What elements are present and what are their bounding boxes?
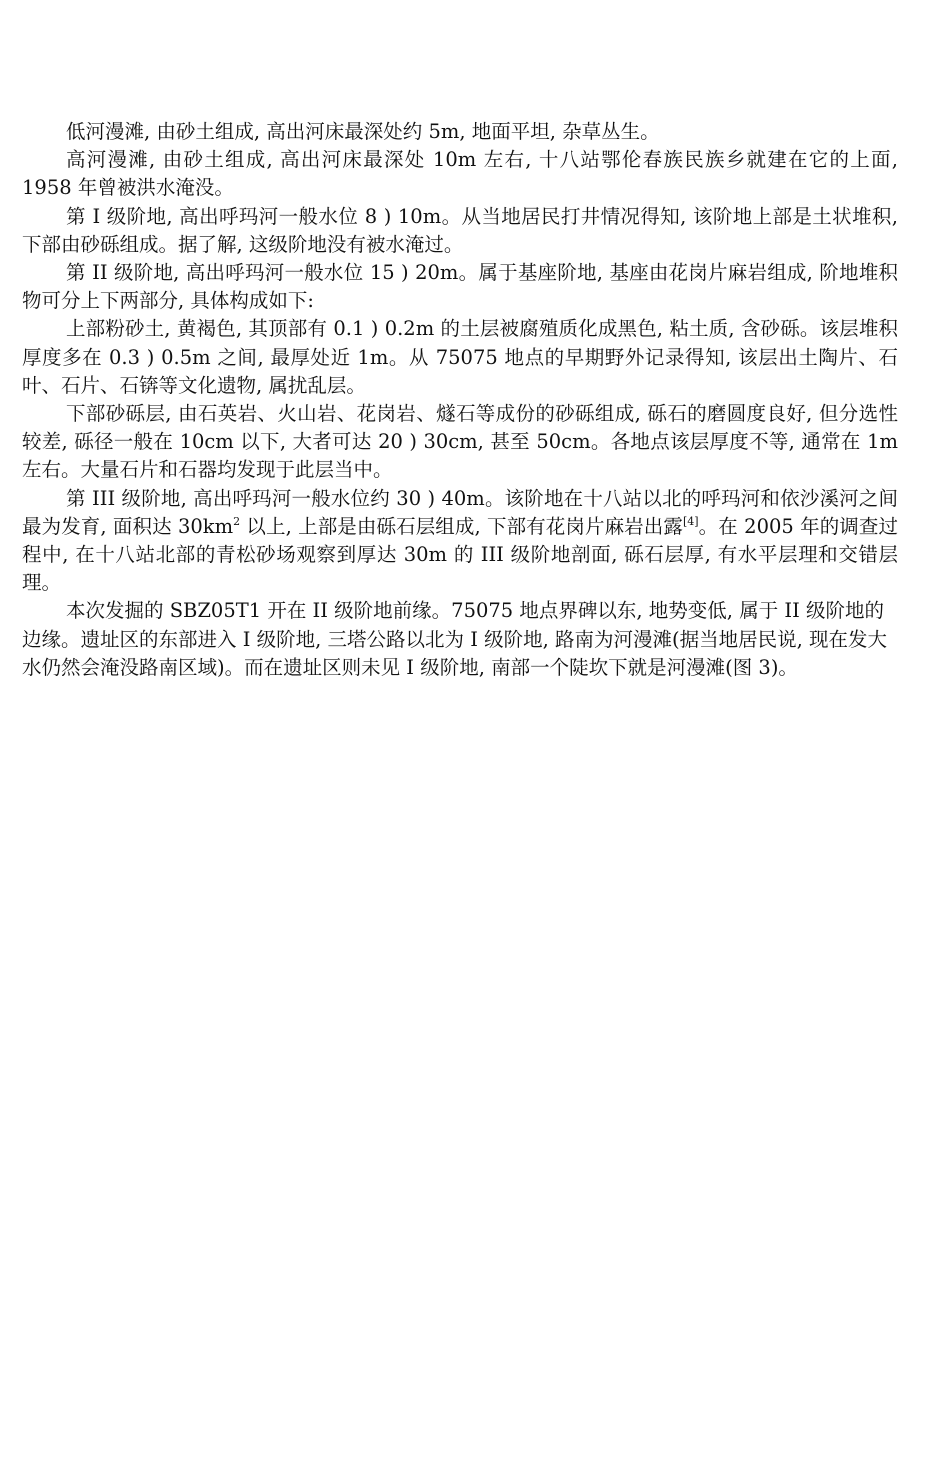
- terrace-3-text-start: 第 III 级阶地, 高出呼玛河一般水位约 30 ) 40m。该阶地在十八站以北的呼玛河和依沙溪河之间最为发育, 面积达 30km: [22, 486, 898, 538]
- paragraph-excavation: 本次发掘的 SBZ05T1 开在 II 级阶地前缘。75075 地点界碑以东, 地势变低, 属于 II 级阶地的边缘。遗址区的东部进入 I 级阶地, 三塔公路以北为 I 级阶地, 路南为河漫滩(据当地居民说, 现在发大水仍然会淹没路南区域)。而在遗址区则未见 I 级阶地, 南部一个陡坎下就是河漫滩(图 3)。: [22, 599, 887, 679]
- terrace-3-text-middle: 以上, 上部是由砾石层组成, 下部有花岗片麻岩出露: [240, 514, 683, 538]
- paragraph-terrace-2-lower: 下部砂砾层, 由石英岩、火山岩、花岗岩、燧石等成份的砂砾组成, 砾石的磨圆度良好, 但分选性较差, 砾径一般在 10cm 以下, 大者可达 20 ) 30cm, 甚至 50cm。各地点该层厚度不等, 通常在 1m 左右。大量石片和石器均发现于此层当中。: [22, 402, 898, 482]
- paragraph-low-floodplain: 低河漫滩, 由砂土组成, 高出河床最深处约 5m, 地面平坦, 杂草丛生。: [66, 120, 660, 143]
- paragraph-terrace-2: 第 II 级阶地, 高出呼玛河一般水位 15 ) 20m。属于基座阶地, 基座由花岗片麻岩组成, 阶地堆积物可分上下两部分, 具体构成如下:: [22, 261, 898, 313]
- terrace-3-text-end: 。在 2005 年的调查过程中, 在十八站北部的青松砂场观察到厚达 30m 的 III 级阶地剖面, 砾石层厚, 有水平层理和交错层理。: [22, 514, 898, 595]
- paragraph-terrace-2-upper: 上部粉砂土, 黄褐色, 其顶部有 0.1 ) 0.2m 的土层被腐殖质化成黑色, 粘土质, 含砂砾。该层堆积厚度多在 0.3 ) 0.5m 之间, 最厚处近 1m。从 75075 地点的早期野外记录得知, 该层出土陶片、石叶、石片、石锛等文化遗物, 属扰乱层。: [22, 317, 898, 397]
- paragraph-terrace-1: 第 I 级阶地, 高出呼玛河一般水位 8 ) 10m。从当地居民打井情况得知, 该阶地上部是土状堆积, 下部由砂砾组成。据了解, 这级阶地没有被水淹过。: [22, 204, 898, 256]
- area-unit-superscript: 2: [233, 514, 241, 528]
- reference-superscript: [4]: [682, 514, 699, 528]
- document-body: [22, 118, 898, 682]
- paragraph-terrace-3: [22, 485, 898, 598]
- paragraph-high-floodplain: 高河漫滩, 由砂土组成, 高出河床最深处 10m 左右, 十八站鄂伦春族民族乡就建在它的上面, 1958 年曾被洪水淹没。: [22, 148, 898, 200]
